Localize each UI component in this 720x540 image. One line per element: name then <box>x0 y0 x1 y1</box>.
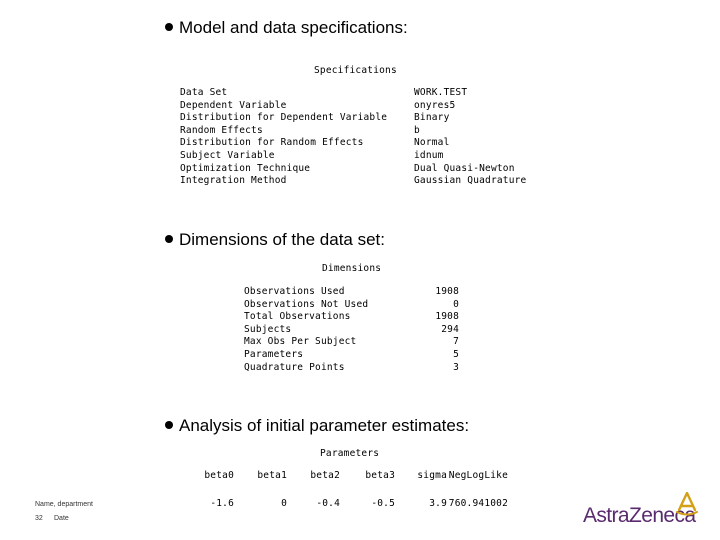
parameters-title: Parameters <box>320 448 380 459</box>
parameters-table <box>190 470 515 510</box>
table-row: Dependent Variable onyres5 <box>180 99 456 111</box>
specifications-title: Specifications <box>314 65 397 76</box>
table-header: sigma <box>417 470 447 481</box>
table-header: beta2 <box>310 470 340 481</box>
table-header: beta3 <box>365 470 395 481</box>
footer-page-number: 32 <box>35 515 43 522</box>
table-cell: -1.6 <box>210 498 234 509</box>
section-heading-dimensions: Dimensions of the data set: <box>165 230 385 250</box>
astrazeneca-logo <box>583 492 698 532</box>
table-row: Parameters 5 <box>244 348 459 360</box>
table-row: Distribution for Random Effects Normal <box>180 137 450 149</box>
table-row: Observations Not Used 0 <box>244 298 459 310</box>
table-row: Integration Method Gaussian Quadrature <box>180 175 527 187</box>
table-row: Quadrature Points 3 <box>244 361 459 373</box>
table-cell: 760.941002 <box>448 498 508 509</box>
table-header: beta1 <box>257 470 287 481</box>
table-row: Subjects 294 <box>244 323 459 335</box>
table-cell: 0 <box>281 498 287 509</box>
table-row: Data Set WORK.TEST <box>180 87 468 98</box>
table-header: beta0 <box>204 470 234 481</box>
table-row: Optimization Technique Dual Quasi-Newton <box>180 162 515 174</box>
table-row: Distribution for Dependent Variable Binary <box>180 112 450 124</box>
bullet-icon <box>165 235 173 243</box>
section-heading-specifications: Model and data specifications: <box>165 18 408 38</box>
table-cell: -0.4 <box>316 498 340 509</box>
table-row: Total Observations 1908 <box>244 311 459 323</box>
table-row: Max Obs Per Subject 7 <box>244 336 459 348</box>
logo-wordmark: AstraZeneca <box>583 504 696 527</box>
specifications-table <box>180 87 527 188</box>
table-cell: -0.5 <box>371 498 395 509</box>
dimensions-table <box>244 286 459 374</box>
section-heading-parameters: Analysis of initial parameter estimates: <box>165 416 469 436</box>
table-row: Random Effects b <box>180 124 420 136</box>
table-row: Observations Used 1908 <box>244 286 459 297</box>
astrazeneca-mark-icon <box>675 492 699 518</box>
footer-name: Name, department <box>35 501 93 508</box>
footer-date: Date <box>54 515 69 522</box>
bullet-icon <box>165 421 173 429</box>
table-cell: 3.9 <box>429 498 447 509</box>
dimensions-title: Dimensions <box>322 263 382 274</box>
table-header: NegLogLike <box>448 470 508 481</box>
bullet-icon <box>165 23 173 31</box>
table-row: Subject Variable idnum <box>180 149 444 161</box>
